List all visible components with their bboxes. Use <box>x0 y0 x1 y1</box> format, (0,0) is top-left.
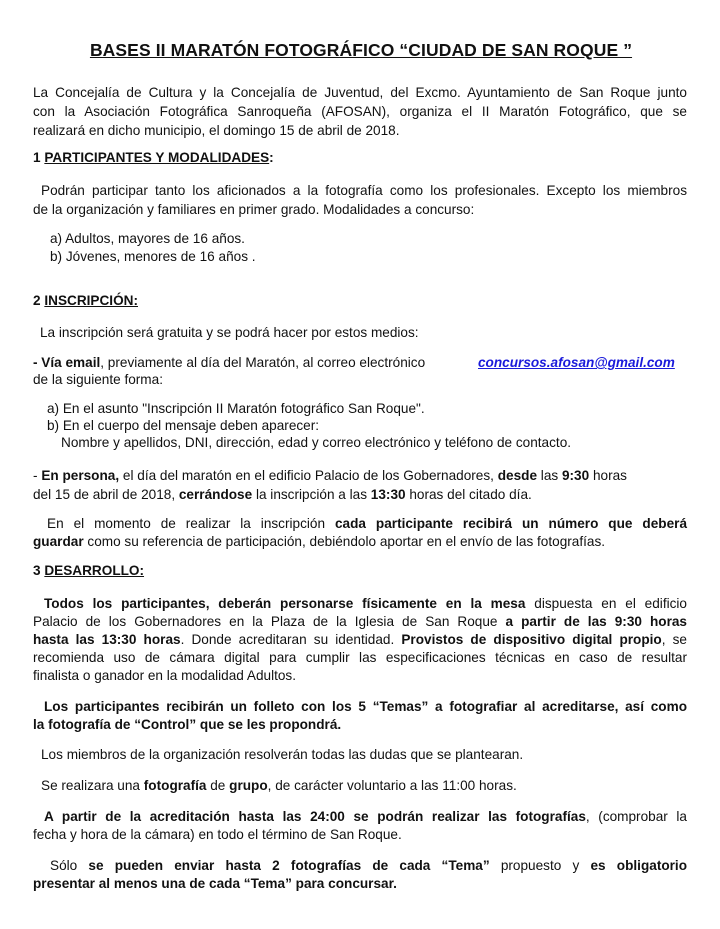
email-step-subject: a) En el asunto "Inscripción II Maratón fotográfico San Roque". <box>47 401 425 416</box>
email-link[interactable]: concursos.afosan@gmail.com <box>478 355 675 370</box>
intro-line-2: con la Asociación Fotográfica Sanroqueña (AFOSAN), organiza el II Maratón Fotográfico, que se <box>33 104 687 119</box>
registration-number-line-1: En el momento de realizar la inscripción cada participante recibirá un número que deberá <box>47 516 687 531</box>
section-3-heading: 3 DESARROLLO: <box>33 563 145 578</box>
s3-accreditation-line-1: A partir de la acreditación hasta las 24:00 se podrán realizar las fotografías, (comprobar la <box>44 809 687 824</box>
email-step-fields: Nombre y apellidos, DNI, dirección, edad y correo electrónico y teléfono de contacto. <box>61 435 572 450</box>
s3-brochure-line-2: la fotografía de “Control” que se les propondrá. <box>33 717 342 732</box>
modality-adults: a) Adultos, mayores de 16 años. <box>50 231 245 246</box>
document-title: BASES II MARATÓN FOTOGRÁFICO “CIUDAD DE SAN ROQUE ” <box>89 40 633 60</box>
s3-participants-line-5: finalista o ganador en la modalidad Adultos. <box>33 668 296 683</box>
s2-intro: La inscripción será gratuita y se podrá hacer por estos medios: <box>40 325 419 340</box>
s3-participants-line-2: Palacio de los Gobernadores en la Plaza de la Iglesia de San Roque a partir de las 9:30 horas <box>33 614 687 629</box>
section-2-heading: 2 INSCRIPCIÓN: <box>33 293 138 308</box>
section-1-heading: 1 PARTICIPANTES Y MODALIDADES: <box>33 150 274 165</box>
s1-paragraph-line-1: Podrán participar tanto los aficionados a la fotografía como los profesionales. Excepto los miembros <box>41 183 687 198</box>
s3-organization-line: Los miembros de la organización resolverán todas las dudas que se plantearan. <box>41 747 524 762</box>
intro-line-3: realizará en dicho municipio, el domingo 15 de abril de 2018. <box>33 123 400 138</box>
registration-number-line-2: guardar como su referencia de participación, debiéndolo aportar en el envío de las fotografías. <box>33 534 606 549</box>
s3-accreditation-line-2: fecha y hora de la cámara) en todo el término de San Roque. <box>33 827 402 842</box>
s3-submission-line-1: Sólo se pueden enviar hasta 2 fotografías de cada “Tema” propuesto y es obligatorio <box>50 858 688 873</box>
email-method-line: - Vía email, previamente al día del Maratón, al correo electrónico <box>33 355 426 370</box>
s1-paragraph-line-2: de la organización y familiares en primer grado. Modalidades a concurso: <box>33 202 475 217</box>
s3-participants-line-4: recomienda uso de cámara digital para cumplir las especificaciones técnicas en caso de resultar <box>33 650 687 665</box>
in-person-line-1: - En persona, el día del maratón en el edificio Palacio de los Gobernadores, desde las 9:30 horas <box>33 468 627 483</box>
s3-brochure-line-1: Los participantes recibirán un folleto con los 5 “Temas” a fotografiar al acreditarse, así como <box>44 699 687 714</box>
s3-participants-line-3: hasta las 13:30 horas. Donde acreditaran su identidad. Provistos de dispositivo digital propio, se <box>33 632 687 647</box>
s3-group-photo-line: Se realizara una fotografía de grupo, de carácter voluntario a las 11:00 horas. <box>41 778 517 793</box>
in-person-line-2: del 15 de abril de 2018, cerrándose la inscripción a las 13:30 horas del citado día. <box>33 487 532 502</box>
s3-participants-line-1: Todos los participantes, deberán personarse físicamente en la mesa dispuesta en el edificio <box>44 596 687 611</box>
intro-line-1: La Concejalía de Cultura y la Concejalía de Juventud, del Excmo. Ayuntamiento de San Roque junto <box>33 85 687 100</box>
email-step-body: b) En el cuerpo del mensaje deben aparecer: <box>47 418 320 433</box>
modality-youth: b) Jóvenes, menores de 16 años . <box>50 249 256 264</box>
s3-submission-line-2: presentar al menos una de cada “Tema” para concursar. <box>33 876 397 891</box>
email-method-line-2: de la siguiente forma: <box>33 372 163 387</box>
